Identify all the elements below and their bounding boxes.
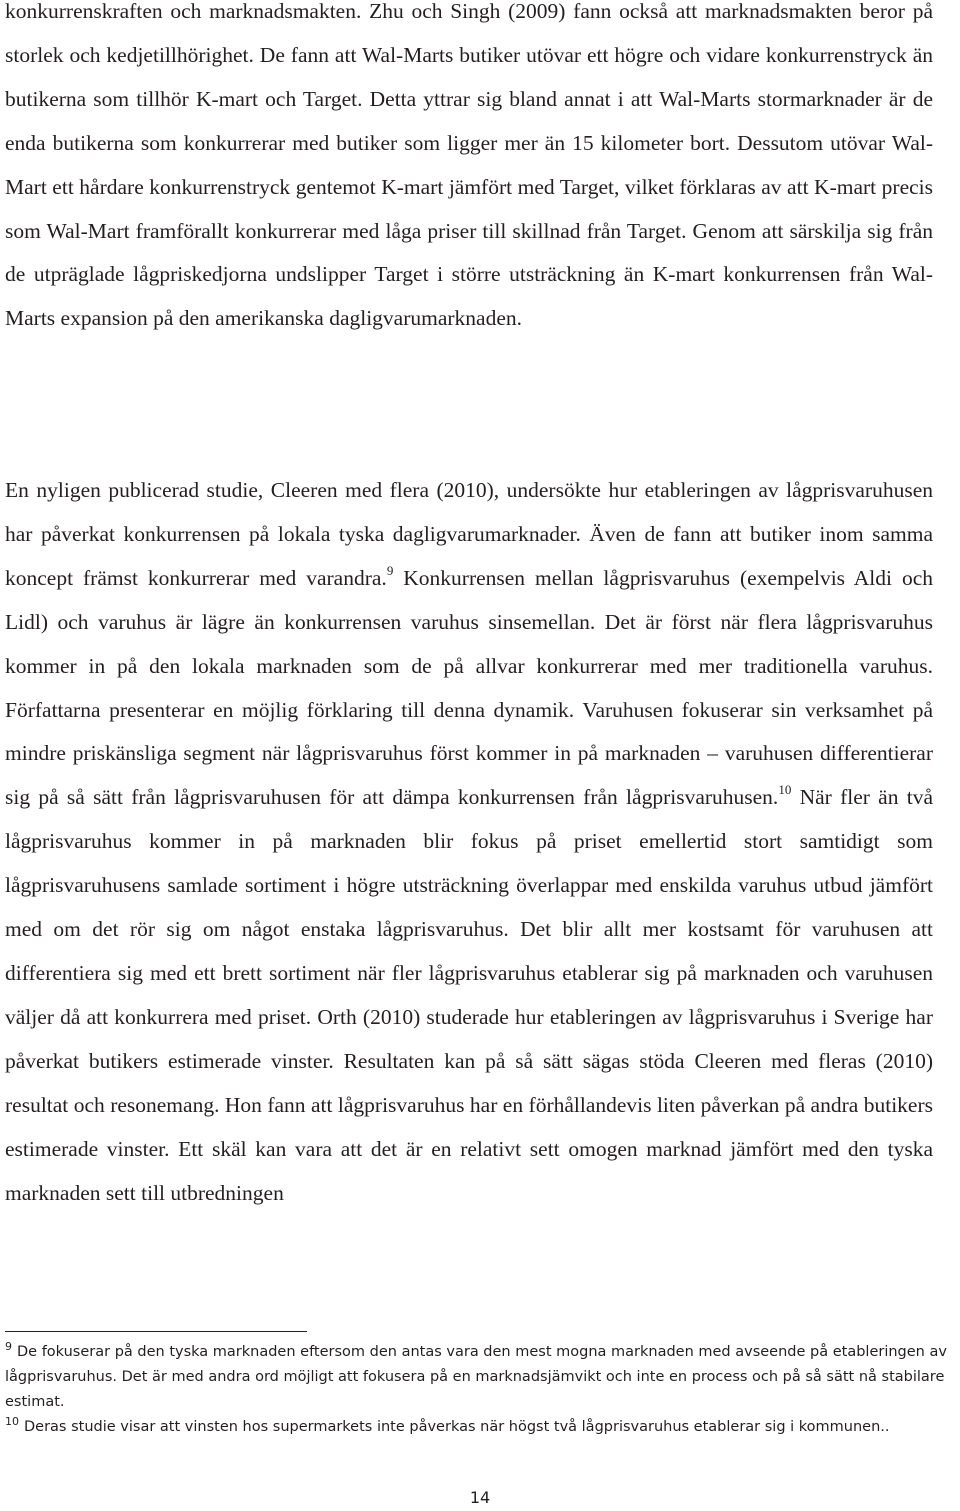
footnote-number-9: 9 (5, 1340, 12, 1354)
paragraph-2-text-part-3: När fler än två lågprisvaruhus kommer in på marknaden blir fokus på priset emellertid stort samtidigt som lågprisvaruhusens samlade sortiment i högre utsträckning överlappar med enskilda varuhus utbud jämfört med om det rör sig om något enstaka lågprisvaruhus. Det blir allt mer kostsamt för varuhusen att differentiera sig med ett brett sortiment när fler lågprisvaruhus etablerar sig på marknaden och varuhusen väljer då att konkurrera med priset. Orth (2010) studerade hur etableringen av lågprisvaruhus i Sverige har påverkat butikers estimerade vinster. Resultaten kan på så sätt sägas stöda Cleeren med fleras (2010) resultat och resonemang. Hon fann att lågprisvaruhus har en förhållandevis liten påverkan på andra butikers estimerade vinster. Ett skäl kan vara att det är en relativt sett omogen marknad jämfört med den tyska marknaden sett till utbredningen (5, 785, 933, 1205)
footnote-reference-9[interactable]: 9 (386, 562, 394, 578)
footnote-separator (5, 1331, 307, 1332)
paragraph-2-text-part-2: Konkurrensen mellan lågprisvaruhus (exempelvis Aldi och Lidl) och varuhus är lägre än konkurrensen varuhus sinsemellan. Det är först när flera lågprisvaruhus kommer in på den lokala marknaden som de på allvar konkurrerar med mer traditionella varuhus. Författarna presenterar en möjlig förklaring till denna dynamik. Varuhusen fokuserar sin verksamhet på mindre priskänsliga segment när lågprisvaruhus först kommer in på marknaden – varuhusen differentierar sig på så sätt från lågprisvaruhusen för att dämpa konkurrensen från lågprisvaruhusen. (5, 565, 933, 810)
body-paragraph-2 (5, 469, 933, 1215)
footnote-text-10: Deras studie visar att vinsten hos supermarkets inte påverkas när högst två lågprisvaruhus etablerar sig i kommunen.. (24, 1419, 890, 1435)
paragraph-2-text-part-1: En nyligen publicerad studie, Cleeren med flera (2010), undersökte hur etableringen av lågprisvaruhusen har påverkat konkurrensen på lokala tyska dagligvarumarknader. Även de fann att butiker inom samma koncept främst konkurrerar med varandra. (5, 478, 933, 590)
footnote-10 (5, 1415, 960, 1440)
footnote-9 (5, 1340, 960, 1415)
body-paragraph-1: konkurrenskraften och marknadsmakten. Zhu och Singh (2009) fann också att marknadsmakten beror på storlek och kedjetillhörighet. De fann att Wal-Marts butiker utövar ett högre och vidare konkurrenstryck än butikerna som tillhör K-mart och Target. Detta yttrar sig bland annat i att Wal-Marts stormarknader är de enda butikerna som konkurrerar med butiker som ligger mer än 15 kilometer bort. Dessutom utövar Wal-Mart ett hårdare konkurrenstryck gentemot K-mart jämfört med Target, vilket förklaras av att K-mart precis som Wal-Mart framförallt konkurrerar med låga priser till skillnad från Target. Genom att särskilja sig från de utpräglade lågpriskedjorna undslipper Target i större utsträckning än K-mart konkurrensen från Wal-Marts expansion på den amerikanska dagligvarumarknaden. (5, 0, 933, 331)
footnote-number-10: 10 (5, 1415, 19, 1429)
footnote-reference-10[interactable]: 10 (778, 782, 792, 798)
footnote-text-9: De fokuserar på den tyska marknaden eftersom den antas vara den mest mogna marknaden med avseende på etableringen av lågprisvaruhus. Det är med andra ord möjligt att fokusera på en marknadsjämvikt och inte en process och på så sätt nå stabilare estimat. (5, 1344, 947, 1410)
page-number: 14 (469, 1488, 491, 1507)
footnotes (5, 1340, 960, 1440)
